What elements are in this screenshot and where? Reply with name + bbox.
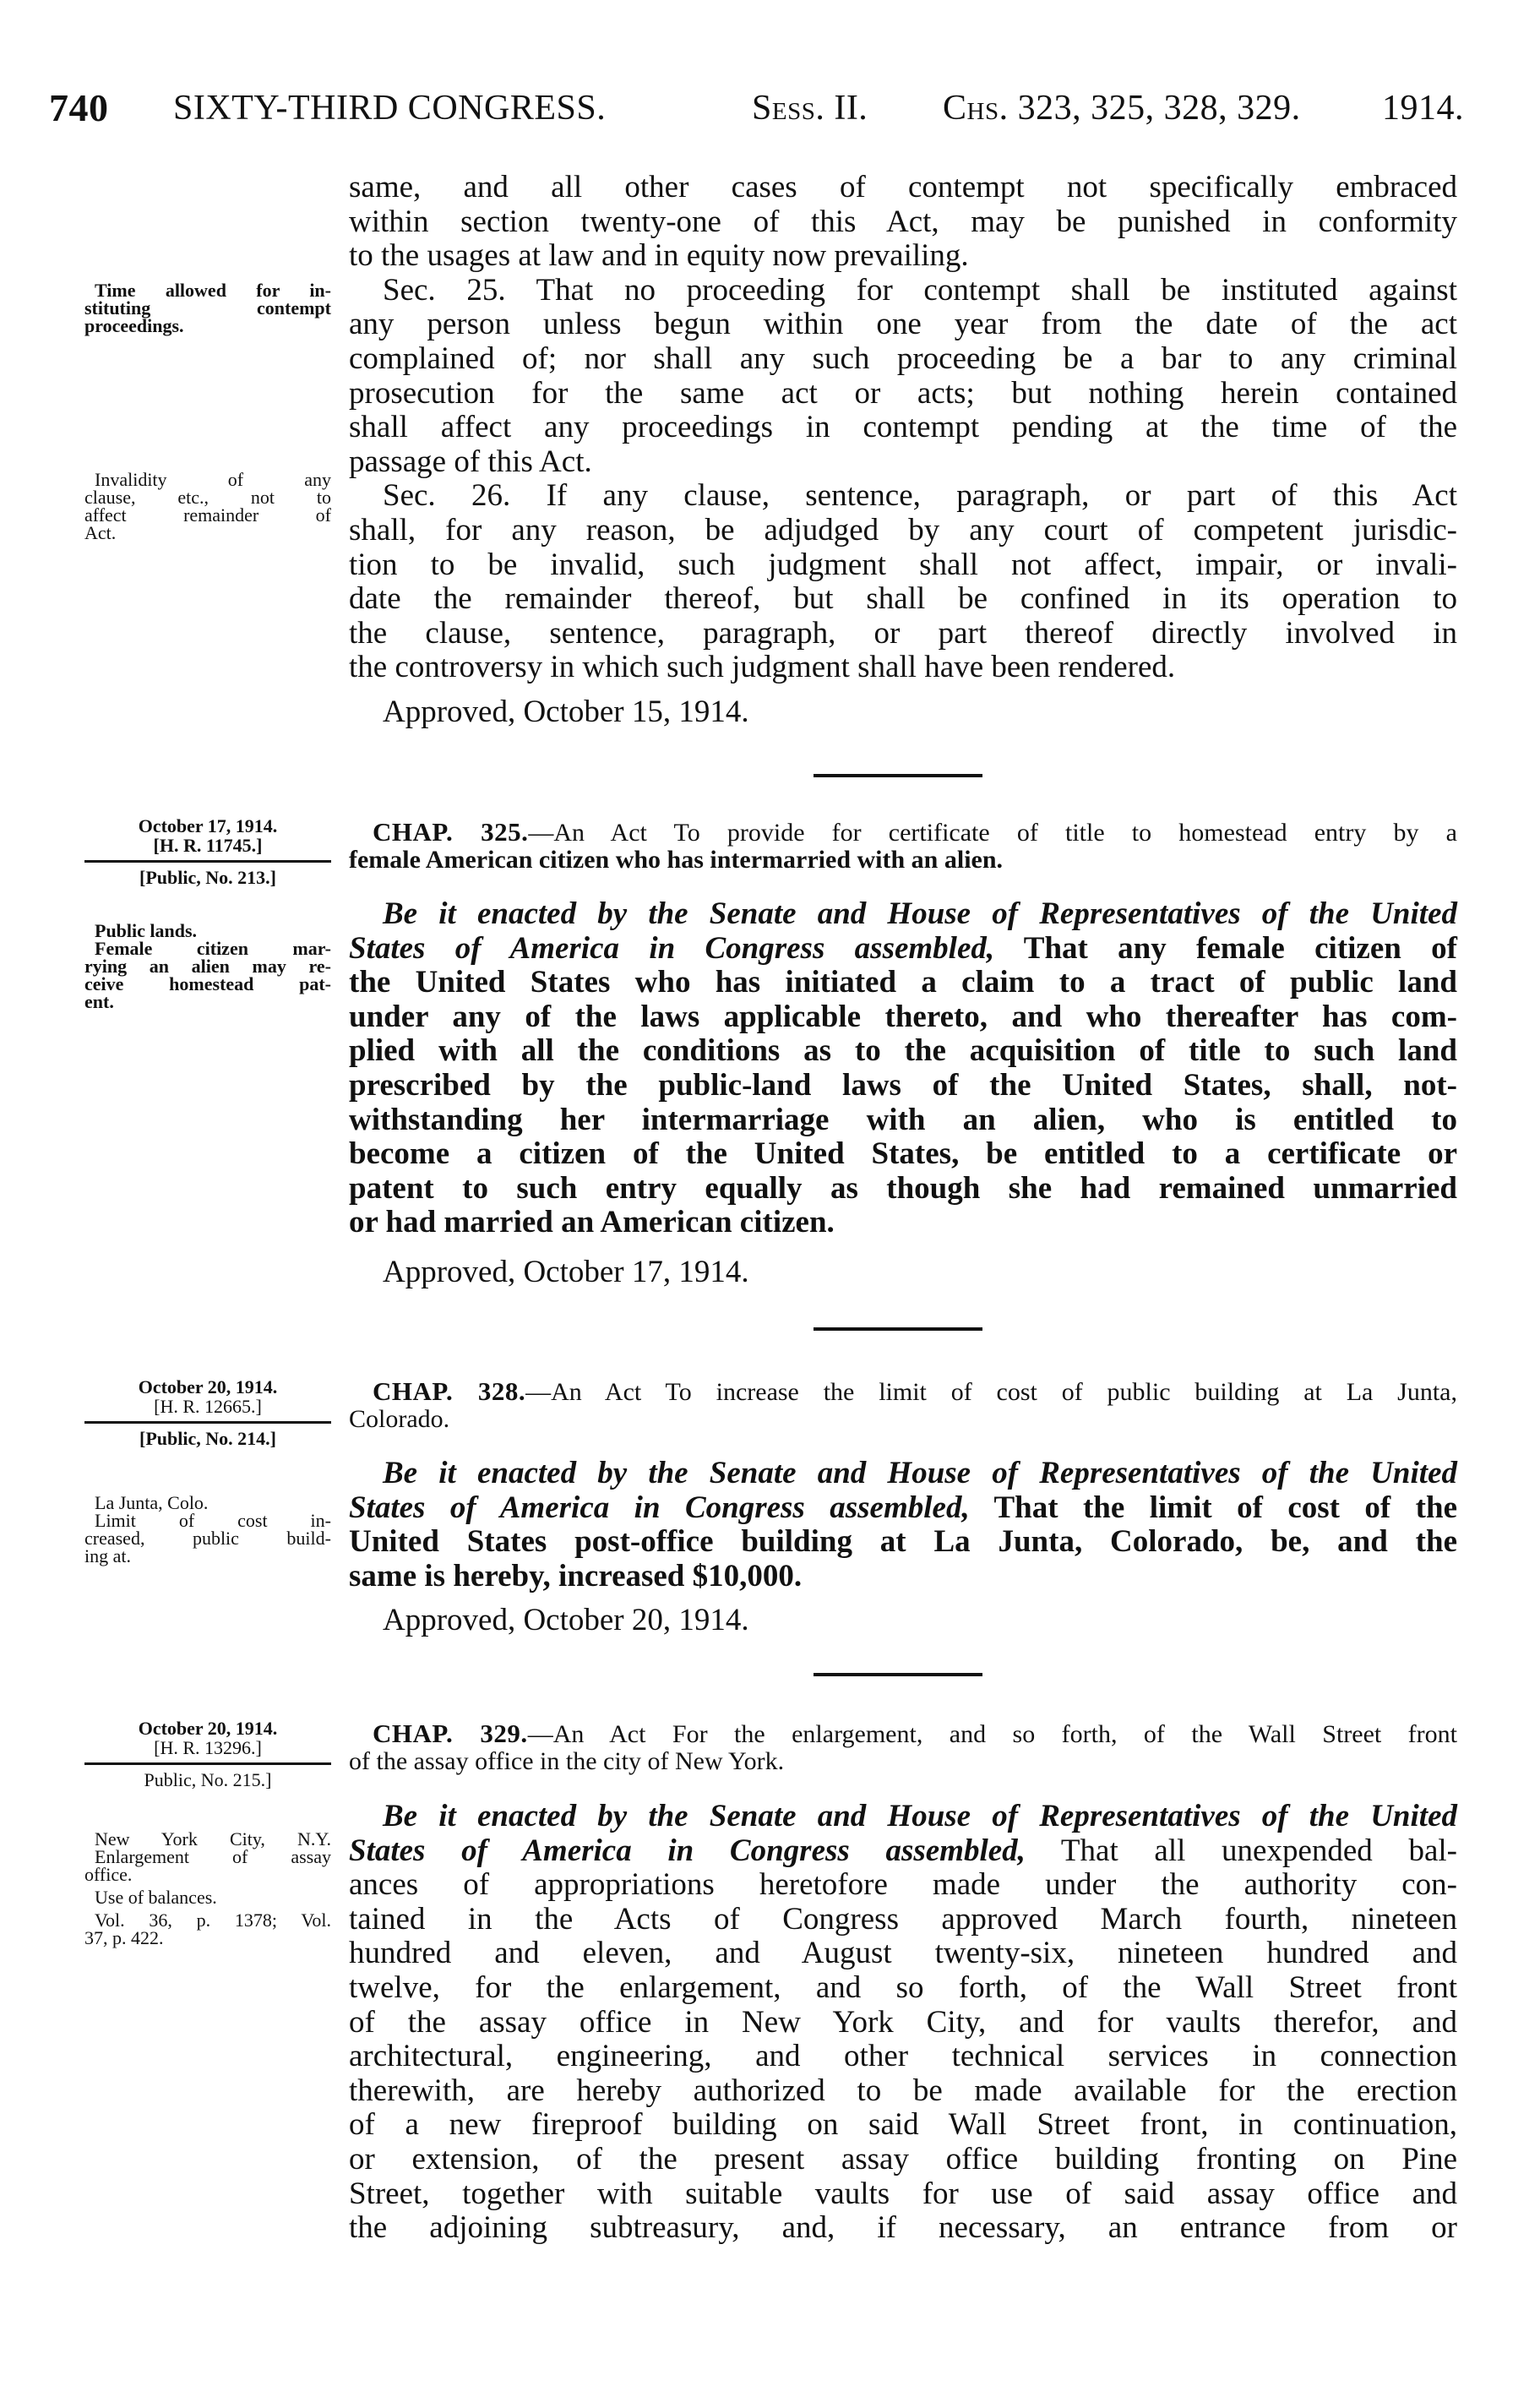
chapter-323-continuation xyxy=(349,171,1457,685)
text-line: ances of appropriations heretofore made under the authority con- xyxy=(349,1867,1457,1903)
congress-title: SIXTY-THIRD CONGRESS. xyxy=(173,89,607,128)
text-line: the clause, sentence, paragraph, or part thereof directly involved in xyxy=(349,615,1457,651)
text-line: shall affect any proceedings in contempt pending at the time of the xyxy=(349,410,1457,445)
text-line: passage of this Act. xyxy=(349,444,592,479)
text-line: within section twenty-one of this Act, may be punished in conformity xyxy=(349,204,1457,239)
text-line: Street, together with suitable vaults for use of said assay office and xyxy=(349,2176,1457,2211)
section-divider xyxy=(814,1327,982,1331)
text-line: of a new fireproof building on said Wall Street front, in continuation, xyxy=(349,2107,1457,2143)
approved-date-ch323: Approved, October 15, 1914. xyxy=(383,695,749,729)
margin-note-sec25: Time allowed for in- stituting contempt proceedings. xyxy=(84,280,331,336)
margin-note-ch325: Public lands. Female citizen mar- rying an alien may re- ceive homestead pat- ent. xyxy=(84,920,331,1012)
text-line: of the assay office in New York City, and for vaults therefor, and xyxy=(349,2004,1457,2040)
chapter-329-sidenote xyxy=(84,1719,331,1790)
text-line: same, and all other cases of contempt not specifically embraced xyxy=(349,170,1457,204)
text-line: prescribed by the public-land laws of the United States, shall, not- xyxy=(349,1067,1457,1103)
enacting-clause: States of America in Congress assembled, xyxy=(349,930,995,966)
margin-note-sec26: Invalidity of any clause, etc., not to affect remainder of Act. xyxy=(84,469,331,543)
chapter-number: CHAP. 329. xyxy=(373,1719,528,1748)
margin-note-ch328: La Junta, Colo. Limit of cost in- creased, public build- ing at. xyxy=(84,1492,331,1566)
running-header xyxy=(49,84,1468,132)
enacting-clause: Be it enacted by the Senate and House of Representatives of the United xyxy=(383,1456,1457,1490)
sidenote-rule xyxy=(84,1762,331,1765)
chapter-328-title xyxy=(349,1377,1457,1433)
text-line: any person unless begun within one year from the date of the act xyxy=(349,307,1457,342)
text-line: twelve, for the enlargement, and so forth, of the Wall Street front xyxy=(349,1969,1457,2005)
chapter-number: CHAP. 328. xyxy=(373,1376,526,1406)
enacting-clause: States of America in Congress assembled, xyxy=(349,1833,1026,1868)
chapter-329-title xyxy=(349,1719,1457,1775)
act-date: October 20, 1914. xyxy=(138,1376,278,1397)
text-line: become a citizen of the United States, be entitled to a certificate or xyxy=(349,1136,1457,1172)
text-line: the adjoining subtreasury, and, if necessary, an entrance from or xyxy=(349,2210,1457,2246)
chapters-label: Chs. 323, 325, 328, 329. xyxy=(943,89,1301,128)
chapter-325-body: Be it enacted by the Senate and House of Representatives of the United States of America in Congress assembled, That any female citizen of the United States who has initiated a claim to a tract of public land under any of the laws applicable thereto, and who thereafter has com- plied with all the conditions as to the acquisition of title to such land prescribed by the public-land laws of the United States, shall, not- withstanding her intermarriage with an alien, who is entitled to become a citizen of the United States, be entitled to a certificate or patent to such entry equally as though she had remained unmarried or had married an American citizen. xyxy=(349,896,1457,1240)
text-line: prosecution for the same act or acts; but nothing herein contained xyxy=(349,375,1457,411)
public-law-number: [Public, No. 213.] xyxy=(139,867,276,888)
chapter-title: Colorado. xyxy=(349,1405,450,1433)
text-line: patent to such entry equally as though she had remained unmarried xyxy=(349,1170,1457,1206)
chapter-329-body: Be it enacted by the Senate and House of Representatives of the United States of America in Congress assembled, That all unexpended bal- ances of appropriations heretofore made under the authority con- tained in the Acts of Congress approved March fourth, nineteen hundred and eleven, and August twenty-six, nineteen hundred and twelve, for the enlargement, and so forth, of the Wall Street front of the assay office in New York City, and for vaults therefor, and architectural, engineering, and other technical services in connection therewith, are hereby authorized to be made available for the erection of a new fireproof building on said Wall Street front, in continuation, or extension, of the present assay office building fronting on Pine Street, together with suitable vaults for use of said assay office and the adjoining subtreasury, and, if necessary, an entrance from or xyxy=(349,1799,1457,2246)
text-line: tained in the Acts of Congress approved March fourth, nineteen xyxy=(349,1901,1457,1937)
section-25-line: Sec. 25. That no proceeding for contempt shall be instituted against xyxy=(383,272,1457,308)
text-line: to the usages at law and in equity now prevailing. xyxy=(349,238,969,274)
year-label: 1914. xyxy=(1382,89,1464,128)
bill-number: [H. R. 12665.] xyxy=(154,1396,262,1417)
text-line: the controversy in which such judgment shall have been rendered. xyxy=(349,650,1176,685)
chapter-title: of the assay office in the city of New York. xyxy=(349,1747,785,1775)
text-line: same is hereby, increased $10,000. xyxy=(349,1558,803,1593)
public-law-number: [Public, No. 214.] xyxy=(139,1428,276,1449)
text-line: hundred and eleven, and August twenty-six, nineteen hundred and xyxy=(349,1936,1457,1971)
public-law-number: Public, No. 215.] xyxy=(144,1769,272,1790)
act-date: October 20, 1914. xyxy=(138,1718,278,1739)
text-line: United States post-office building at La Junta, Colorado, be, and the xyxy=(349,1524,1457,1560)
chapter-328-body: Be it enacted by the Senate and House of Representatives of the United States of America in Congress assembled, That the limit of cost of the United States post-office building at La Junta, Colorado, be, and the same is hereby, increased $10,000. xyxy=(349,1456,1457,1593)
enacting-clause: Be it enacted by the Senate and House of Representatives of the United xyxy=(383,1799,1457,1833)
sidenote-rule xyxy=(84,860,331,863)
act-date: October 17, 1914. xyxy=(138,815,278,836)
enacting-clause: States of America in Congress assembled, xyxy=(349,1490,970,1525)
text-line: or had married an American citizen. xyxy=(349,1205,835,1240)
chapter-title: female American citizen who has intermarried with an alien. xyxy=(349,846,1004,874)
text-line: date the remainder thereof, but shall be confined in its operation to xyxy=(349,581,1457,617)
text-line: or extension, of the present assay office building fronting on Pine xyxy=(349,2141,1457,2176)
session-label: Sess. II. xyxy=(752,89,868,128)
chapter-title: —An Act To provide for certificate of title to homestead entry by a xyxy=(528,819,1457,847)
text-line: plied with all the conditions as to the acquisition of title to such land xyxy=(349,1033,1457,1069)
text-line: withstanding her intermarriage with an alien, who is entitled to xyxy=(349,1102,1457,1137)
approved-date-ch325: Approved, October 17, 1914. xyxy=(383,1255,749,1289)
chapter-title: —An Act To increase the limit of cost of public building at La Junta, xyxy=(525,1378,1458,1406)
margin-note-ch329: New York City, N.Y. Enlargement of assay office. Use of balances. Vol. 36, p. 1378; Vol. 37, p. 422. xyxy=(84,1828,331,1948)
bill-number: [H. R. 13296.] xyxy=(154,1737,262,1758)
chapter-title: —An Act For the enlargement, and so forth, of the Wall Street front xyxy=(527,1720,1457,1748)
page-number: 740 xyxy=(49,86,109,129)
chapter-325-sidenote xyxy=(84,816,331,887)
text-line: under any of the laws applicable thereto, and who thereafter has com- xyxy=(349,999,1457,1034)
chapter-328-sidenote xyxy=(84,1377,331,1448)
text-line: therewith, are hereby authorized to be made available for the erection xyxy=(349,2073,1457,2108)
text-line: architectural, engineering, and other technical services in connection xyxy=(349,2039,1457,2074)
section-divider xyxy=(814,774,982,777)
chapter-325-title xyxy=(349,818,1457,874)
section-divider xyxy=(814,1673,982,1676)
chapter-number: CHAP. 325. xyxy=(373,817,529,847)
section-26-line: Sec. 26. If any clause, sentence, paragraph, or part of this Act xyxy=(383,478,1457,514)
enacting-clause: Be it enacted by the Senate and House of Representatives of the United xyxy=(383,896,1457,931)
bill-number: [H. R. 11745.] xyxy=(153,835,263,856)
text-line: complained of; nor shall any such proceeding be a bar to any criminal xyxy=(349,340,1457,376)
sidenote-rule xyxy=(84,1421,331,1424)
text-line: the United States who has initiated a claim to a tract of public land xyxy=(349,965,1457,1000)
text-line: shall, for any reason, be adjudged by any court of competent jurisdic- xyxy=(349,512,1457,547)
approved-date-ch328: Approved, October 20, 1914. xyxy=(383,1603,749,1637)
text-line: tion to be invalid, such judgment shall not affect, impair, or invali- xyxy=(349,547,1457,582)
